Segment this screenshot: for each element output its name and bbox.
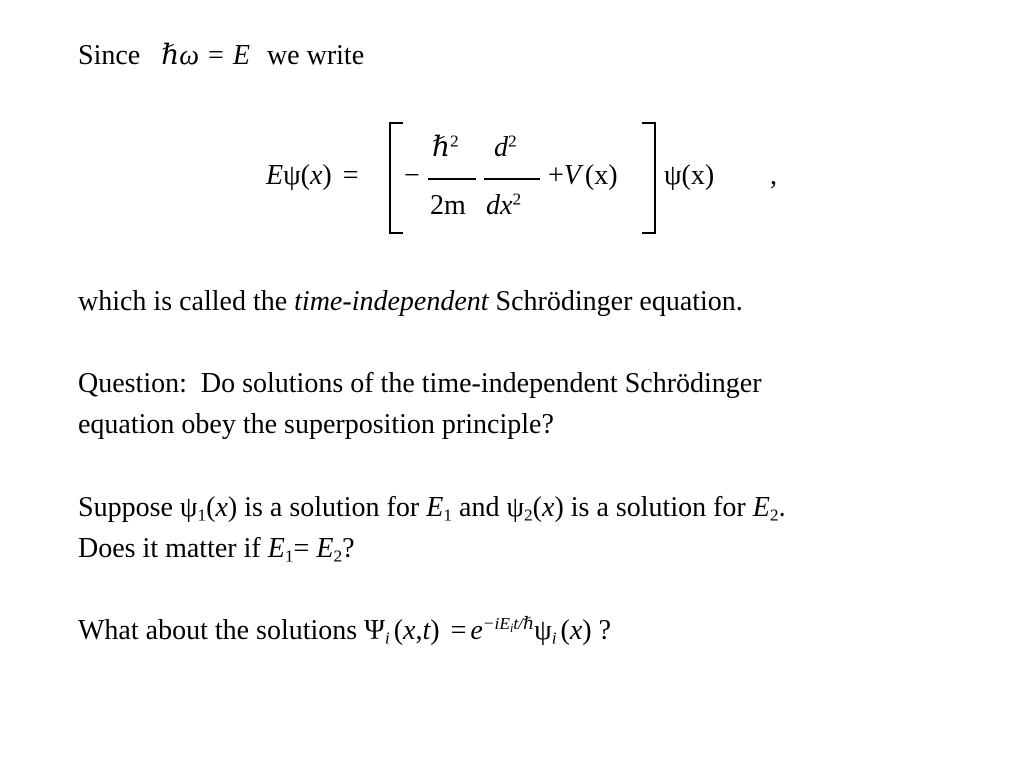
psi2-sub: 2 xyxy=(523,505,533,525)
does-it-matter-text: Does it matter if xyxy=(78,533,268,564)
E1b-symbol: E xyxy=(267,533,285,564)
left-bracket xyxy=(389,122,403,234)
hbar-omega-equals-E xyxy=(161,40,257,71)
Psi-args: (x,t) xyxy=(393,615,440,646)
frac2-den-sup: 2 xyxy=(512,189,522,209)
mid-text-1: is a solution for xyxy=(237,492,427,523)
psi2-arg: (x) xyxy=(532,492,564,523)
exp-main: −iE xyxy=(482,614,510,634)
frac2-bar xyxy=(484,178,540,180)
intro-line xyxy=(78,42,364,70)
Psi-sub-i: i xyxy=(384,628,390,648)
eq-comma: , xyxy=(770,160,777,191)
eq-psi-after: ψ xyxy=(664,160,682,191)
frac2-denominator xyxy=(486,189,522,221)
frac1-hbar: ℏ xyxy=(432,132,451,163)
frac2-d: d xyxy=(494,132,508,163)
hbar-symbol: ℏ xyxy=(161,40,180,71)
we-write-text: we write xyxy=(266,40,365,71)
E2-symbol: E xyxy=(752,492,770,523)
suppose-line-2 xyxy=(78,533,355,566)
eq-psi: ψ xyxy=(283,160,301,191)
what-about-text: What about the solutions xyxy=(78,615,365,646)
psi2-symbol: ψ xyxy=(506,492,524,523)
para1-italic: time-independent xyxy=(294,286,489,317)
question-line-1: Question: Do solutions of the time-independent Schrödinger xyxy=(78,368,762,399)
question-line-2: equation obey the superposition principle? xyxy=(78,409,554,440)
exp-sub-i: i xyxy=(509,621,514,636)
exp-rest: t/ℏ xyxy=(513,614,535,634)
eq-E: E xyxy=(266,160,284,191)
E1-sub: 1 xyxy=(443,505,453,525)
E2-sub: 2 xyxy=(769,505,779,525)
para1-after: Schrödinger equation. xyxy=(488,286,743,317)
eq-potential xyxy=(548,162,618,190)
frac1-sup: 2 xyxy=(450,131,459,151)
psi-i-arg: (x) xyxy=(560,615,592,646)
equals-sign: = xyxy=(208,40,224,71)
Psi-symbol: Ψ xyxy=(364,615,385,646)
eq-V: V xyxy=(563,160,581,191)
eq-open-paren: ( xyxy=(300,160,310,191)
E1-symbol: E xyxy=(426,492,444,523)
E2b-sub: 2 xyxy=(333,546,343,566)
eq-plus: + xyxy=(548,160,564,191)
psi-i-symbol: ψ xyxy=(534,615,552,646)
eq-minus: − xyxy=(404,160,420,191)
para-time-independent xyxy=(78,288,743,316)
exponent xyxy=(482,614,535,636)
what-about-line xyxy=(78,614,612,648)
frac2-dx: dx xyxy=(486,190,513,221)
and-text: and xyxy=(452,492,507,523)
frac2-numerator xyxy=(494,131,517,163)
frac1-numerator xyxy=(432,131,459,163)
psi1-sub: 1 xyxy=(197,505,207,525)
energy-symbol: E xyxy=(232,40,250,71)
E2b-symbol: E xyxy=(316,533,334,564)
frac1-bar xyxy=(428,178,476,180)
suppose-line-1 xyxy=(78,492,786,525)
mid-text-2: is a solution for xyxy=(563,492,753,523)
eq-psi-after-arg: (x) xyxy=(681,160,715,191)
eq-psi-rhs xyxy=(664,162,714,190)
eq-equals: = xyxy=(342,160,359,191)
question-mark: ? xyxy=(342,533,355,564)
eq-V-arg: (x) xyxy=(584,160,618,191)
psi1-arg: (x) xyxy=(206,492,238,523)
right-bracket xyxy=(642,122,656,234)
suppose-text: Suppose xyxy=(78,492,180,523)
eq-lhs xyxy=(266,162,359,190)
psi1-symbol: ψ xyxy=(179,492,198,523)
period: . xyxy=(778,492,786,523)
eq-x: x xyxy=(309,160,323,191)
final-question-mark: ? xyxy=(591,615,612,646)
exp-e: e xyxy=(470,615,483,646)
psi-sub-i: i xyxy=(551,628,557,648)
E1b-sub: 1 xyxy=(284,546,294,566)
eq4-equals: = xyxy=(450,615,467,646)
para1-before: which is called the xyxy=(78,286,295,317)
since-text: Since xyxy=(78,40,141,71)
equals-text: = xyxy=(293,533,317,564)
omega-symbol: ω xyxy=(179,40,200,71)
frac1-denominator: 2m xyxy=(430,190,466,221)
eq-close-paren: ) xyxy=(322,160,332,191)
frac2-num-sup: 2 xyxy=(508,131,517,151)
time-dependent-solution xyxy=(364,615,611,646)
